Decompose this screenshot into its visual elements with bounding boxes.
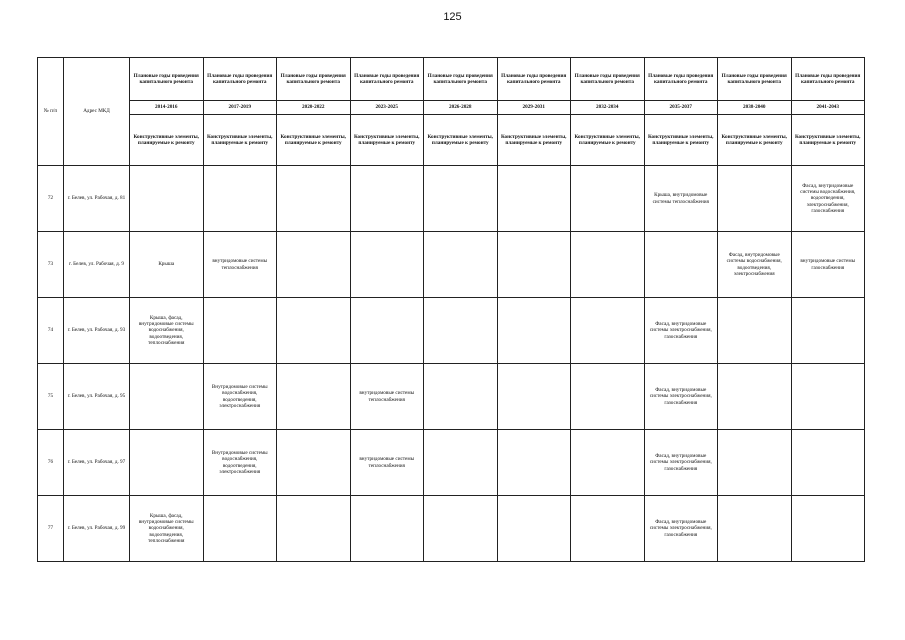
repair-elements-cell [350,166,424,232]
repair-elements-cell [350,298,424,364]
repair-elements-cell [350,232,424,298]
table-row [38,298,865,364]
header-period-years: 2029-2031 [497,101,571,115]
repair-elements-cell [424,430,498,496]
repair-elements-cell: Внутридомовые системы водоснабжения, водоотведения, электроснабжения [203,430,277,496]
row-number-cell: 76 [38,430,64,496]
repair-plan-table [37,57,865,562]
repair-elements-cell [277,166,351,232]
row-number-cell: 74 [38,298,64,364]
header-row-years [38,101,865,115]
header-period-title: Плановые годы проведения капитального ремонта [277,58,351,101]
repair-elements-cell [203,496,277,562]
repair-elements-cell [277,430,351,496]
header-period-years: 2038-2040 [718,101,792,115]
header-period-title: Плановые годы проведения капитального ремонта [130,58,204,101]
repair-elements-cell: Крыша, фасад, внутридомовые системы водоснабжения, водоотведения, теплоснабжения [130,298,204,364]
header-period-title: Плановые годы проведения капитального ремонта [424,58,498,101]
repair-elements-cell [571,166,645,232]
repair-elements-cell: Крыша, фасад, внутридомовые системы водоснабжения, водоотведения, теплоснабжения [130,496,204,562]
repair-elements-cell: Внутридомовые системы водоснабжения, водоотведения, электроснабжения [203,364,277,430]
repair-elements-cell: внутридомовые системы теплоснабжения [350,430,424,496]
row-number-cell: 77 [38,496,64,562]
repair-elements-cell: Крыша, внутридомовые системы теплоснабжения [644,166,718,232]
header-period-years: 2041-2043 [791,101,865,115]
repair-elements-cell [424,232,498,298]
repair-elements-cell [497,496,571,562]
repair-elements-cell [424,496,498,562]
repair-elements-cell: Фасад, внутридомовые системы водоснабжения, водоотведения, электроснабжения, газоснабжения [791,166,865,232]
repair-elements-cell: внутридомовые системы теплоснабжения [350,364,424,430]
row-number-cell: 75 [38,364,64,430]
repair-elements-cell [571,364,645,430]
repair-elements-cell [203,298,277,364]
repair-elements-cell [497,430,571,496]
repair-elements-cell: Фасад, внутридомовые системы электроснабжения, газоснабжения [644,298,718,364]
header-row-titles [38,58,865,101]
repair-elements-cell [424,298,498,364]
repair-elements-cell [571,298,645,364]
table-row [38,364,865,430]
repair-elements-cell [571,430,645,496]
header-period-subtitle: Конструктивные элементы, планируемые к ремонту [718,115,792,166]
address-cell: г. Белев, ул. Рабочая, д. 81 [64,166,130,232]
header-period-title: Плановые годы проведения капитального ремонта [718,58,792,101]
header-period-title: Плановые годы проведения капитального ремонта [571,58,645,101]
address-cell: г. Белев, ул. Рабочая, д. 95 [64,364,130,430]
repair-elements-cell: Фасад, внутридомовые системы электроснабжения, газоснабжения [644,364,718,430]
repair-elements-cell [497,298,571,364]
repair-elements-cell [350,496,424,562]
table-row [38,232,865,298]
header-row-number: № п/п [38,58,64,166]
header-period-years: 2023-2025 [350,101,424,115]
repair-elements-cell [791,430,865,496]
row-number-cell: 73 [38,232,64,298]
repair-elements-cell [718,496,792,562]
repair-elements-cell [203,166,277,232]
header-period-title: Плановые годы проведения капитального ремонта [350,58,424,101]
header-period-years: 2017-2019 [203,101,277,115]
repair-elements-cell [277,232,351,298]
table-row [38,430,865,496]
table-row [38,496,865,562]
header-period-subtitle: Конструктивные элементы, планируемые к ремонту [203,115,277,166]
header-period-years: 2035-2037 [644,101,718,115]
repair-elements-cell [277,364,351,430]
header-period-years: 2026-2028 [424,101,498,115]
header-row-subtitles [38,115,865,166]
header-period-title: Плановые годы проведения капитального ремонта [644,58,718,101]
repair-elements-cell [130,166,204,232]
header-period-subtitle: Конструктивные элементы, планируемые к ремонту [497,115,571,166]
header-address: Адрес МКД [64,58,130,166]
repair-elements-cell [424,364,498,430]
table-row [38,166,865,232]
table-body [38,166,865,562]
repair-elements-cell [791,298,865,364]
repair-elements-cell [571,496,645,562]
header-period-subtitle: Конструктивные элементы, планируемые к ремонту [791,115,865,166]
address-cell: г. Белев, ул. Рабочая, д. 97 [64,430,130,496]
repair-elements-cell [424,166,498,232]
address-cell: г. Белев, ул. Рабочая, д. 93 [64,298,130,364]
address-cell: г. Белев, ул. Рабочая, д. 99 [64,496,130,562]
repair-elements-cell [571,232,645,298]
header-period-subtitle: Конструктивные элементы, планируемые к ремонту [130,115,204,166]
repair-elements-cell [277,298,351,364]
repair-elements-cell: Крыша [130,232,204,298]
repair-elements-cell: Фасад, внутридомовые системы электроснабжения, газоснабжения [644,430,718,496]
header-period-title: Плановые годы проведения капитального ремонта [203,58,277,101]
page-number: 125 [443,11,462,23]
repair-elements-cell [497,232,571,298]
header-period-subtitle: Конструктивные элементы, планируемые к ремонту [424,115,498,166]
repair-elements-cell [791,364,865,430]
repair-elements-cell [644,232,718,298]
repair-elements-cell [791,496,865,562]
repair-elements-cell [718,430,792,496]
repair-elements-cell: внутридомовые системы газоснабжения [791,232,865,298]
repair-elements-cell [277,496,351,562]
header-period-years: 2014-2016 [130,101,204,115]
repair-elements-cell: Фасад, внутридомовые системы электроснабжения, газоснабжения [644,496,718,562]
repair-elements-cell [130,364,204,430]
header-period-years: 2020-2022 [277,101,351,115]
address-cell: г. Белев, ул. Рабочая, д. 9 [64,232,130,298]
repair-elements-cell [497,364,571,430]
repair-elements-cell [718,364,792,430]
repair-elements-cell: внутридомовые системы теплоснабжения [203,232,277,298]
repair-elements-cell [130,430,204,496]
header-period-subtitle: Конструктивные элементы, планируемые к ремонту [644,115,718,166]
header-period-years: 2032-2034 [571,101,645,115]
repair-elements-cell: Фасад, внутридомовые системы водоснабжения, водоотведения, электроснабжения [718,232,792,298]
repair-elements-cell [497,166,571,232]
header-period-subtitle: Конструктивные элементы, планируемые к ремонту [350,115,424,166]
header-period-subtitle: Конструктивные элементы, планируемые к ремонту [277,115,351,166]
header-period-title: Плановые годы проведения капитального ремонта [791,58,865,101]
table-header [38,58,865,166]
repair-elements-cell [718,298,792,364]
header-period-subtitle: Конструктивные элементы, планируемые к ремонту [571,115,645,166]
repair-elements-cell [718,166,792,232]
row-number-cell: 72 [38,166,64,232]
header-period-title: Плановые годы проведения капитального ремонта [497,58,571,101]
